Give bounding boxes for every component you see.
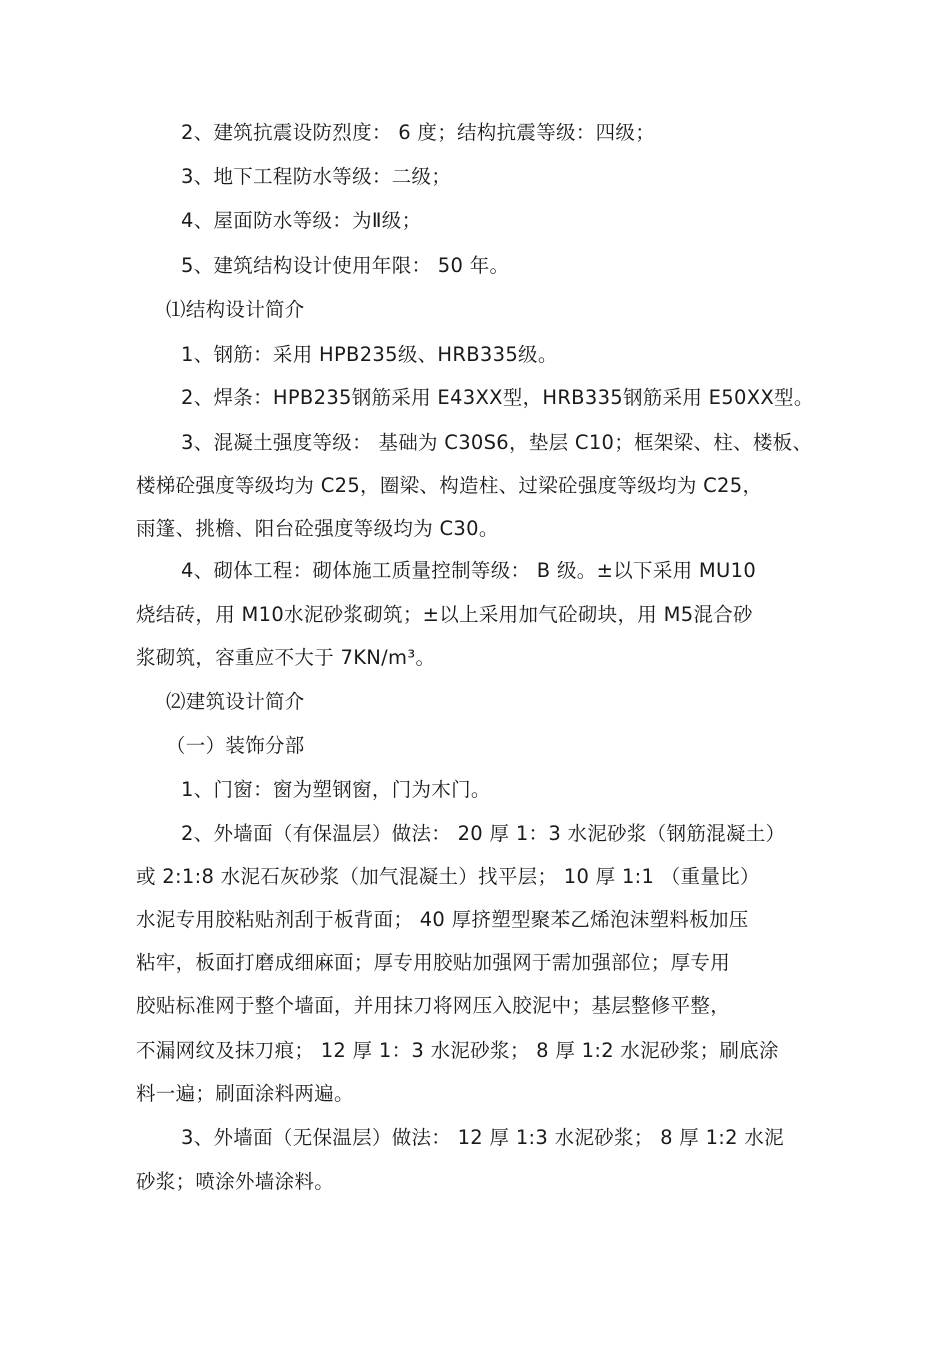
line-service-life: 5、建筑结构设计使用年限： 50 年。	[181, 254, 510, 277]
line-doors-windows: 1、门窗：窗为塑钢窗，门为木门。	[181, 778, 491, 801]
line-seismic-intensity: 2、建筑抗震设防烈度： 6 度；结构抗震等级：四级；	[181, 121, 656, 144]
line-exterior-wall-cont-6: 料一遍；刷面涂料两遍。	[136, 1082, 354, 1105]
line-masonry-cont-1: 烧结砖，用 M10水泥砂浆砌筑；±以上采用加气砼砌块，用 M5混合砂	[136, 603, 753, 626]
line-concrete-grade-cont-2: 雨篷、挑檐、阳台砼强度等级均为 C30。	[136, 517, 499, 540]
line-concrete-grade-cont-1: 楼梯砼强度等级均为 C25，圈梁、构造柱、过梁砼强度等级均为 C25，	[136, 474, 763, 497]
line-exterior-wall-cont-5: 不漏网纹及抹刀痕； 12 厚 1：3 水泥砂浆； 8 厚 1:2 水泥砂浆；刷底涂	[136, 1039, 779, 1062]
line-masonry-cont-2: 浆砌筑，容重应不大于 7KN/m³。	[136, 646, 436, 669]
line-exterior-wall-cont-2: 水泥专用胶粘贴剂刮于板背面； 40 厚挤塑型聚苯乙烯泡沫塑料板加压	[136, 908, 749, 931]
line-masonry: 4、砌体工程：砌体施工质量控制等级： B 级。±以下采用 MU10	[181, 559, 757, 582]
line-exterior-wall-cont-4: 胶贴标准网于整个墙面，并用抹刀将网压入胶泥中；基层整修平整，	[136, 994, 731, 1017]
line-exterior-wall-plain-cont: 砂浆；喷涂外墙涂料。	[136, 1170, 335, 1193]
line-underground-waterproof: 3、地下工程防水等级：二级；	[181, 165, 452, 188]
heading-decoration: （一）装饰分部	[166, 734, 305, 757]
line-roof-waterproof: 4、屋面防水等级：为Ⅱ级；	[181, 209, 422, 232]
line-welding-rod: 2、焊条：HPB235钢筋采用 E43XX型，HRB335钢筋采用 E50XX型。	[181, 386, 814, 409]
heading-architecture-design: ⑵建筑设计简介	[166, 690, 305, 713]
line-exterior-wall-cont-1: 或 2:1:8 水泥石灰砂浆（加气混凝土）找平层； 10 厚 1:1 （重量比）	[136, 865, 760, 888]
line-exterior-wall-insulated: 2、外墙面（有保温层）做法： 20 厚 1：3 水泥砂浆（钢筋混凝土）	[181, 822, 786, 845]
line-concrete-grade: 3、混凝土强度等级： 基础为 C30S6，垫层 C10；框架梁、柱、楼板、	[181, 431, 813, 454]
line-exterior-wall-cont-3: 粘牢，板面打磨成细麻面；厚专用胶贴加强网于需加强部位；厚专用	[136, 951, 731, 974]
line-rebar: 1、钢筋：采用 HPB235级、HRB335级。	[181, 343, 558, 366]
line-exterior-wall-plain: 3、外墙面（无保温层）做法： 12 厚 1:3 水泥砂浆； 8 厚 1:2 水泥	[181, 1126, 784, 1149]
heading-structure-design: ⑴结构设计简介	[166, 298, 305, 321]
